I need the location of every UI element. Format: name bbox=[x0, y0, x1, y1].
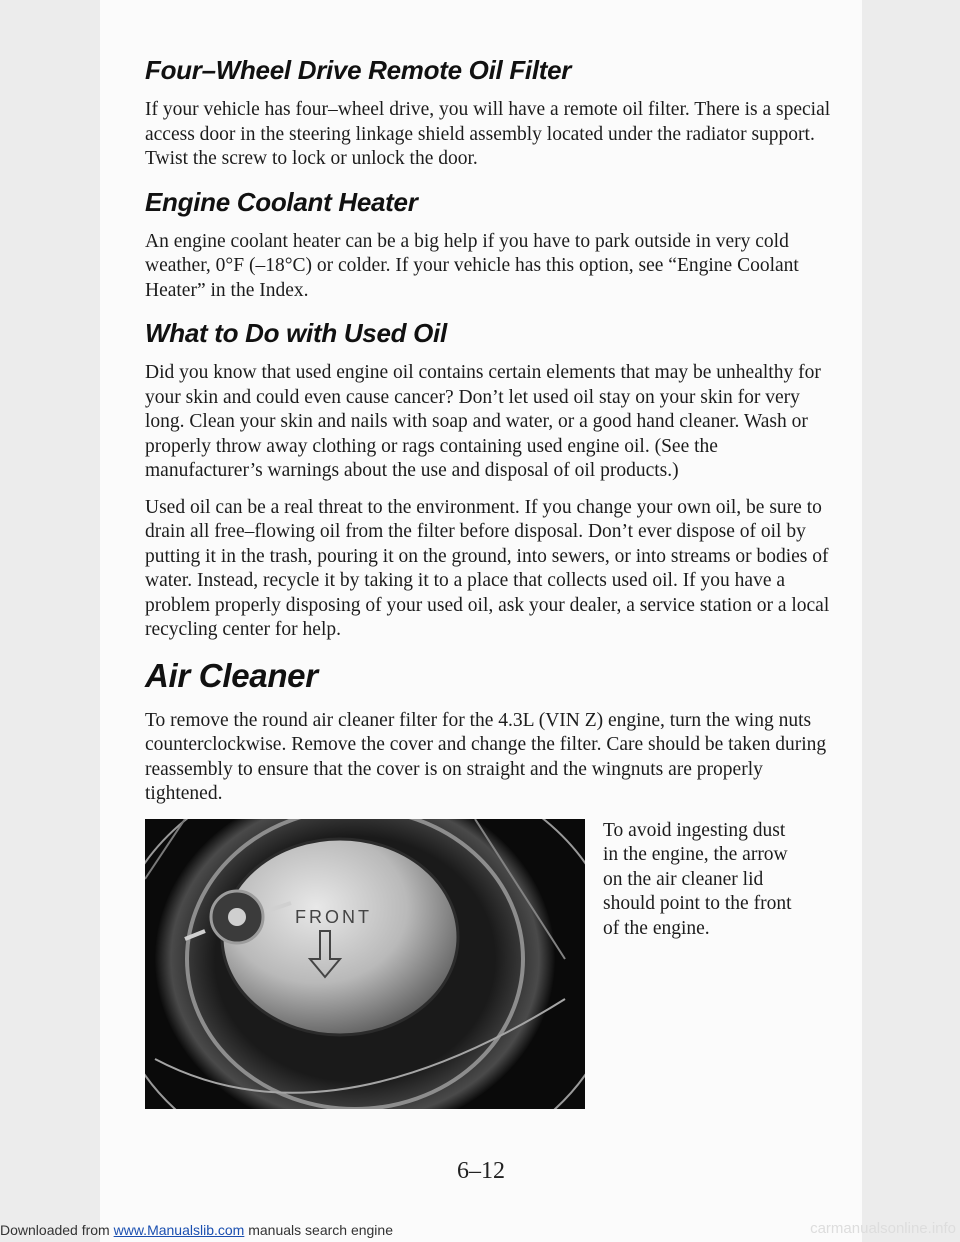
heading-used-oil: What to Do with Used Oil bbox=[145, 318, 447, 348]
footer-prefix: Downloaded from bbox=[0, 1222, 114, 1238]
paragraph-air-cleaner: To remove the round air cleaner filter for the 4.3L (VIN Z) engine, turn the wing nuts counterclockwise. Remove the cover and change the filter. Care should be taken during reassembly to ensure that the cover is on straight and the wingnuts are properly tightened. bbox=[145, 709, 827, 804]
watermark: carmanualsonline.info bbox=[810, 1220, 956, 1237]
paragraph-remote-oil-filter: If your vehicle has four–wheel drive, you will have a remote oil filter. There is a special access door in the steering linkage shield assembly located under the radiator support. Twist the screw to lock or unlock the door. bbox=[145, 99, 831, 169]
paragraph-used-oil-environment: Used oil can be a real threat to the environment. If you change your own oil, be sure to drain all free–flowing oil from the filter before disposal. Don’t ever dispose of oil by putting it in the trash, pouring it on the ground, into sewers, or into streams or bodies of water. Instead, recycle it by taking it to a place that collects used oil. If you have a problem properly disposing of your used oil, ask your dealer, a service station or a local recycling center for help. bbox=[145, 496, 830, 640]
paragraph-used-oil-health: Did you know that used engine oil contains certain elements that may be unhealthy for your skin and could even cause cancer? Don’t let used oil stay on your skin for very long. Clean your skin and nails with soap and water, or a good hand cleaner. Wash or properly throw away clothing or rags containing used engine oil. (See the manufacturer’s warnings about the use and disposal of oil products.) bbox=[145, 362, 821, 481]
air-cleaner-photo bbox=[145, 819, 585, 1109]
figure-caption: To avoid ingesting dust in the engine, the arrow on the air cleaner lid should point to the front of the engine. bbox=[603, 819, 792, 939]
heading-air-cleaner: Air Cleaner bbox=[145, 656, 318, 694]
air-cleaner-figure-row bbox=[145, 819, 835, 1119]
page-content bbox=[145, 52, 835, 1119]
front-label: FRONT bbox=[295, 906, 372, 927]
page-number: 6–12 bbox=[457, 1158, 505, 1184]
footer-suffix: manuals search engine bbox=[244, 1222, 393, 1238]
download-footer bbox=[0, 1222, 393, 1238]
manualslib-link[interactable]: www.Manualslib.com bbox=[113, 1222, 245, 1238]
heading-engine-coolant-heater: Engine Coolant Heater bbox=[145, 186, 418, 217]
heading-remote-oil-filter: Four–Wheel Drive Remote Oil Filter bbox=[145, 55, 572, 85]
paragraph-engine-coolant-heater: An engine coolant heater can be a big help if you have to park outside in very cold weather, 0°F (–18°C) or colder. If your vehicle has this option, see “Engine Coolant Heater” in the Index. bbox=[145, 230, 799, 301]
manual-page bbox=[100, 0, 862, 1242]
